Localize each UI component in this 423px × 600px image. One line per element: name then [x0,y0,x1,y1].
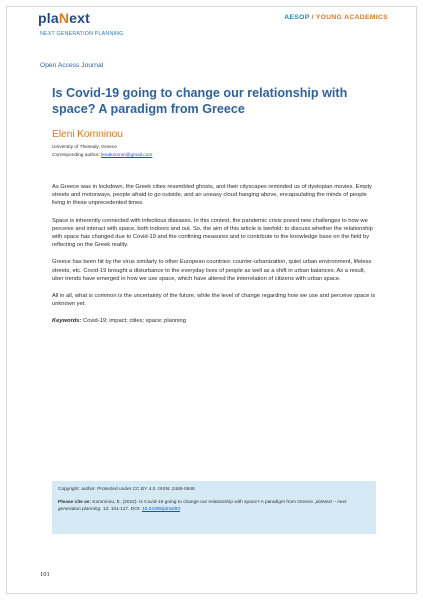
citation-box [52,481,376,534]
corresponding-author: Corresponding author: lenakomnin@gmail.com [52,153,153,158]
keywords-text: Covid-19; impact; cities; space; planning [83,318,186,325]
page-header [38,10,388,50]
copyright-line: Copyright: author. Protected under CC BY 4.0. ISSN: 2468-0648. [58,487,197,492]
abstract [52,183,377,326]
author-email-link[interactable]: lenakomnin@gmail.com [101,153,153,158]
cite-as: Please cite as: Komninou, E. (2022). Is Covid-19 going to change our relationship with space? A paradigm from Greece. plaNext – next generation planning. 12: 101-117. DOI: 10.24306/plnxt/83 [58,500,347,512]
abstract-paragraph: Space is inherently connected with infectious diseases. In this context, the pandemic crisis posed new challenges to how we perceive and interact with space, both indoors and out. So, the aim of this article is twofold: to discuss whether the relationship with space has changed due to Covid-19 and the confining measures and to contribute to the knowledge base on the field by reflecting on the Greek reality. [52,217,373,249]
page-number: 101 [40,571,50,578]
aesop-brand: AESOP / YOUNG ACADEMICS [284,14,388,21]
journal-label: Open Access Journal [40,62,104,69]
abstract-paragraph: Greece has been hit by the virus similarly to other European countries: counter-urbanization, quiet urban environment, lifeless streets, etc. Covid-19 brought a disturbance to the everyday lives of people as well as a shift in urban balances. As a result, uber trends have emerged in how we use space, which have altered the interrelation of citizens with urban space. [52,259,372,282]
keywords-label: Keywords: [52,318,82,325]
doi-link[interactable]: 10.24306/plnxt/83 [141,507,181,512]
logo-tagline: NEXT GENERATION PLANNING [40,31,124,37]
author-name: Eleni Komninou [52,128,123,140]
abstract-paragraph: All in all, what is common is the uncertainty of the future, while the level of change regarding how we use and perceive space is unknown yet. [52,293,376,308]
keywords [52,317,377,325]
author-affiliation [52,144,152,160]
affiliation-text: University of Thessaly, Greece [52,145,117,150]
planext-logo: plaNext [38,10,90,26]
abstract-paragraph: As Greece was in lockdown, the Greek cities resembled ghosts, and their cityscapes reminded us of dystopian movies. Empty streets and motorways, people afraid to go outside, and an uneasy cloud hanging above, encapsulating the minds of people living in these unprecedented times. [52,184,372,207]
article-title: Is Covid-19 going to change our relationship with space? A paradigm from Greece [52,86,348,116]
